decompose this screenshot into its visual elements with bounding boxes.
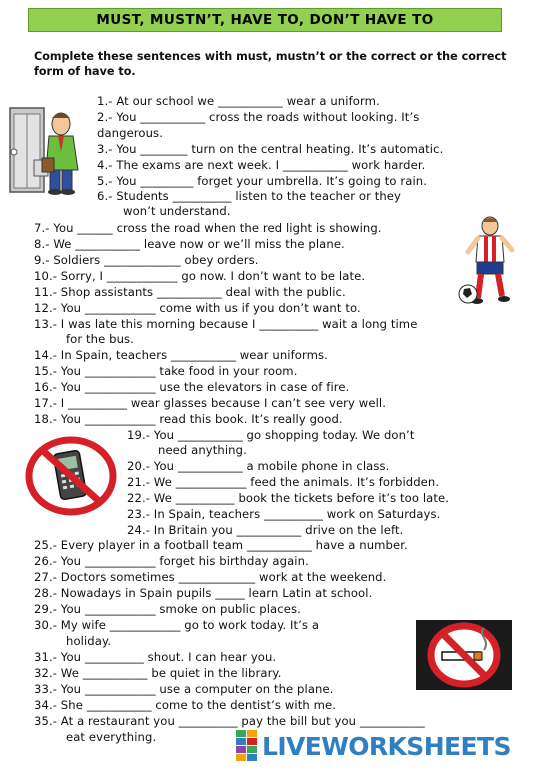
sentence-34: 34.- She ___________ come to the dentist’s with me.: [34, 698, 336, 712]
sentence-24: 24.- In Britain you ___________ drive on the left.: [127, 523, 404, 537]
sentence-27: 27.- Doctors sometimes _____________ work at the weekend.: [34, 570, 387, 584]
sentence-16: 16.- You ____________ use the elevators in case of fire.: [34, 380, 350, 394]
footballer-illustration: [458, 212, 524, 308]
liveworksheets-logo: [236, 726, 536, 766]
sentence-2-cont: dangerous.: [97, 126, 163, 140]
sentence-6-cont: won’t understand.: [123, 204, 231, 218]
instructions: Complete these sentences with must, mustn’t or the correct or the correct form of have to.: [34, 50, 507, 78]
sentence-29: 29.- You ____________ smoke on public places.: [34, 602, 301, 616]
sentence-15: 15.- You ____________ take food in your room.: [34, 364, 298, 378]
sentence-25: 25.- Every player in a football team ___________ have a number.: [34, 538, 408, 552]
sentence-19-cont: need anything.: [158, 443, 247, 457]
sentence-21: 21.- We ____________ feed the animals. It’s forbidden.: [127, 475, 440, 489]
sentence-2: 2.- You ___________ cross the roads without looking. It’s: [97, 110, 420, 124]
sentence-9: 9.- Soldiers _____________ obey orders.: [34, 253, 259, 267]
no-smoking-sign-icon: [416, 620, 512, 690]
sentence-13-cont: for the bus.: [66, 332, 134, 346]
sentence-13: 13.- I was late this morning because I __________ wait a long time: [34, 317, 418, 331]
sentence-33: 33.- You ____________ use a computer on the plane.: [34, 682, 334, 696]
sentence-22: 22.- We __________ book the tickets before it’s too late.: [127, 491, 450, 505]
sentence-6: 6.- Students __________ listen to the teacher or they: [97, 189, 402, 203]
sentence-26: 26.- You ____________ forget his birthday again.: [34, 554, 309, 568]
sentence-5: 5.- You _________ forget your umbrella. It’s going to rain.: [97, 174, 428, 188]
sentence-17: 17.- I __________ wear glasses because I can’t see very well.: [34, 396, 387, 410]
no-phone-sign-icon: [24, 436, 118, 516]
sentence-3: 3.- You ________ turn on the central heating. It’s automatic.: [97, 142, 444, 156]
liveworksheets-wordmark: LIVEWORKSHEETS: [262, 731, 511, 761]
sentence-12: 12.- You ____________ come with us if you don’t want to.: [34, 301, 361, 315]
sentence-28: 28.- Nowadays in Spain pupils _____ learn Latin at school.: [34, 586, 373, 600]
sentence-32: 32.- We ___________ be quiet in the library.: [34, 666, 282, 680]
sentence-4: 4.- The exams are next week. I ___________ work harder.: [97, 158, 426, 172]
sentence-14: 14.- In Spain, teachers ___________ wear uniforms.: [34, 348, 328, 362]
page-title: MUST, MUSTN’T, HAVE TO, DON’T HAVE TO: [96, 12, 434, 28]
sentence-31: 31.- You __________ shout. I can hear you.: [34, 650, 277, 664]
sentence-10: 10.- Sorry, I ____________ go now. I don’t want to be late.: [34, 269, 366, 283]
sentence-11: 11.- Shop assistants ___________ deal with the public.: [34, 285, 346, 299]
sentence-18: 18.- You ____________ read this book. It’s really good.: [34, 412, 343, 426]
sentence-8: 8.- We ___________ leave now or we’ll miss the plane.: [34, 237, 345, 251]
sentence-20: 20.- You ___________ a mobile phone in class.: [127, 459, 390, 473]
elevator-man-illustration: [6, 100, 86, 196]
sentence-30-cont: holiday.: [66, 634, 112, 648]
sentence-30: 30.- My wife ____________ go to work today. It’s a: [34, 618, 320, 632]
sentence-7: 7.- You ______ cross the road when the red light is showing.: [34, 221, 382, 235]
sentence-35: 35.- At a restaurant you __________ pay the bill but you ___________: [34, 714, 425, 728]
sentence-23: 23.- In Spain, teachers __________ work on Saturdays.: [127, 507, 441, 521]
liveworksheets-icon: [236, 730, 258, 762]
sentence-19: 19.- You ___________ go shopping today. We don’t: [127, 428, 415, 442]
sentence-1: 1.- At our school we ___________ wear a uniform.: [97, 94, 380, 108]
title-banner: [28, 8, 502, 32]
sentence-35-cont: eat everything.: [66, 730, 157, 744]
